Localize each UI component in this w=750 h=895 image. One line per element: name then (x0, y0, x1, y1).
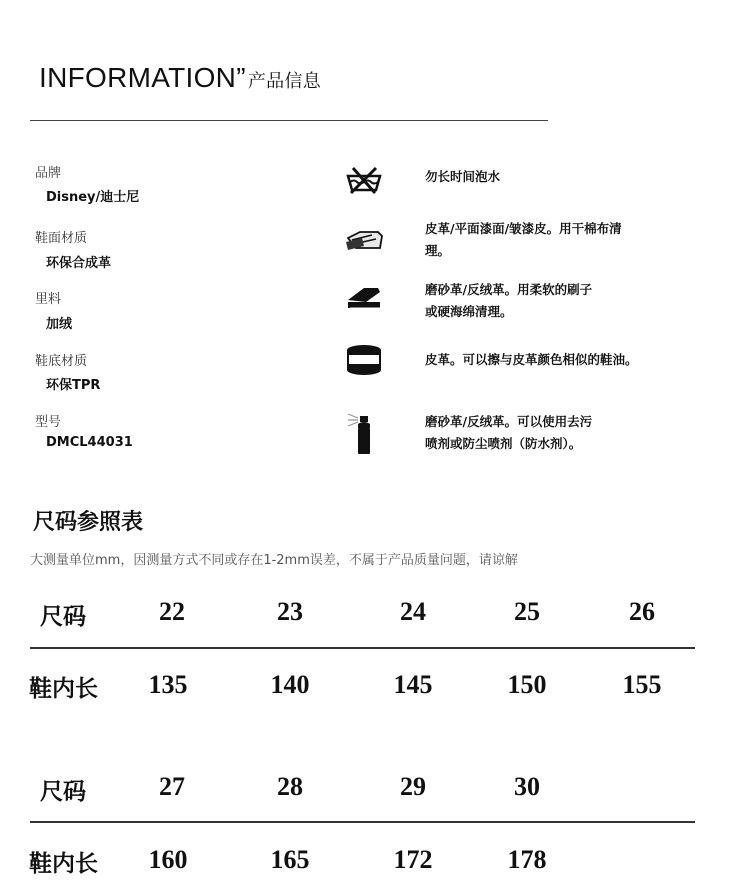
attr-value-model: DMCL44031 (46, 435, 133, 450)
size-cell: 23 (277, 597, 303, 626)
care-line: 皮革/平面漆面/皱漆皮。用干棉布清 (425, 221, 622, 236)
attr-label-lining: 里料 (35, 292, 62, 307)
attr-label-brand: 品牌 (35, 166, 62, 181)
length-cell: 140 (270, 670, 310, 699)
brush-icon (342, 280, 386, 316)
size-cell: 27 (159, 772, 185, 801)
size-row-label: 尺码 (40, 778, 86, 805)
care-line: 喷剂或防尘喷剂（防水剂）。 (425, 436, 582, 451)
size-chart-title: 尺码参照表 (33, 509, 144, 535)
care-line: 勿长时间泡水 (425, 169, 501, 184)
length-cell: 145 (393, 670, 433, 699)
care-line: 皮革。可以擦与皮革颜色相似的鞋油。 (425, 352, 638, 367)
care-text-brush (425, 279, 665, 323)
care-line: 或硬海绵清理。 (425, 304, 513, 319)
page-title-en: INFORMATION” (39, 62, 246, 93)
attr-value-sole-material: 环保TPR (46, 378, 101, 393)
length-row-label: 鞋内长 (29, 675, 98, 702)
care-text-shoe-polish (425, 349, 665, 371)
length-cell: 165 (270, 845, 310, 874)
no-soak-icon (342, 162, 386, 198)
spray-can-icon (342, 410, 386, 456)
length-cell: 178 (507, 845, 547, 874)
cloth-wipe-icon (342, 220, 386, 256)
attr-label-sole-material: 鞋底材质 (35, 354, 88, 369)
size-cell: 29 (400, 772, 426, 801)
size-cell: 30 (514, 772, 540, 801)
page-title (39, 62, 321, 94)
attr-value-upper-material: 环保合成革 (46, 256, 112, 271)
length-row-label: 鞋内长 (29, 850, 98, 877)
care-text-no-soak (425, 166, 665, 188)
length-cell: 172 (393, 845, 433, 874)
size-chart-note: 大测量单位mm，因测量方式不同或存在1-2mm误差，不属于产品质量问题，请谅解 (30, 553, 518, 568)
page-title-cn: 产品信息 (247, 71, 322, 92)
attr-value-brand: Disney/迪士尼 (46, 190, 140, 205)
care-text-spray (425, 411, 665, 455)
care-line: 磨砂革/反绒革。可以使用去污 (425, 414, 593, 429)
table-divider (30, 821, 695, 823)
length-cell: 150 (507, 670, 547, 699)
length-cell: 135 (148, 670, 188, 699)
size-row-label: 尺码 (40, 603, 86, 630)
title-divider (30, 120, 548, 121)
care-line: 磨砂革/反绒革。用柔软的刷子 (425, 282, 593, 297)
size-cell: 24 (400, 597, 426, 626)
care-text-cloth-wipe (425, 218, 665, 262)
table-divider (30, 647, 695, 649)
length-cell: 155 (622, 670, 662, 699)
size-cell: 22 (159, 597, 185, 626)
shoe-polish-tin-icon (342, 342, 386, 378)
care-line: 理。 (425, 243, 451, 258)
attr-label-upper-material: 鞋面材质 (35, 231, 88, 246)
attr-label-model: 型号 (35, 415, 62, 430)
size-cell: 25 (514, 597, 540, 626)
attr-value-lining: 加绒 (46, 317, 73, 332)
size-cell: 26 (629, 597, 655, 626)
length-cell: 160 (148, 845, 188, 874)
size-cell: 28 (277, 772, 303, 801)
